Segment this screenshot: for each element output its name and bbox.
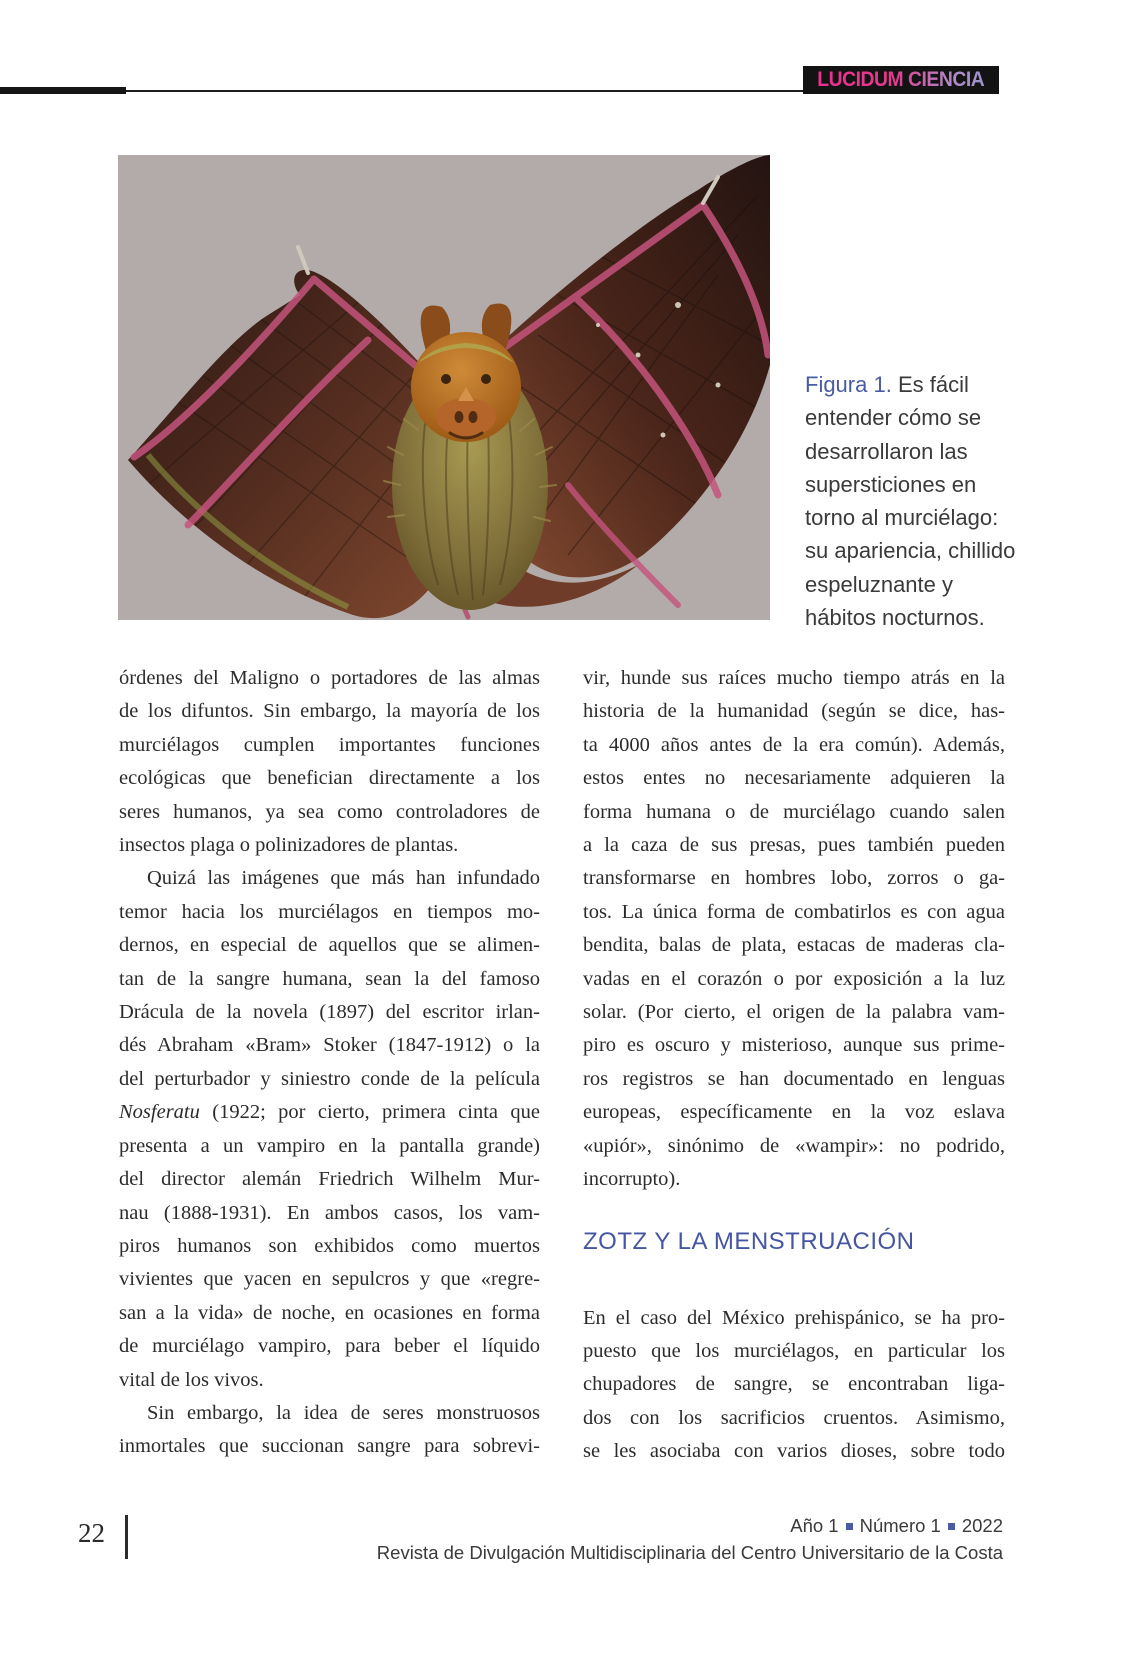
caption-label: Figura 1. [805, 372, 892, 397]
issue-separator-square [846, 1523, 853, 1530]
text-line: presenta a un vampiro en la pantalla grande) [119, 1134, 540, 1157]
text-line: incorrupto). [583, 1168, 681, 1191]
text-line: a la caza de sus presas, pues también pueden [583, 834, 1005, 857]
text-line: dernos, en especial de aquellos que se alimen- [119, 934, 540, 957]
figure-image [118, 155, 770, 620]
text-line: historia de la humanidad (según se dice, has- [583, 700, 1005, 723]
text-line: puesto que los murciélagos, en particular los [583, 1339, 1005, 1362]
text-line: san a la vida» de noche, en ocasiones en forma [119, 1301, 540, 1324]
text-line: temor hacia los murciélagos en tiempos mo- [119, 900, 540, 923]
text-line: ecológicas que benefician directamente a los [119, 767, 540, 790]
text-line: nau (1888-1931). En ambos casos, los vam- [119, 1201, 540, 1224]
text-line: vivientes que yacen en sepulcros y que «regre- [119, 1268, 540, 1291]
text-line: transformarse en hombres lobo, zorros o ga- [583, 867, 1005, 890]
text-line: En el caso del México prehispánico, se ha pro- [583, 1306, 1005, 1329]
footer-divider [125, 1515, 128, 1559]
text-line: dos con los sacrificios cruentos. Asimismo, [583, 1406, 1005, 1429]
text-line: solar. (Por cierto, el origen de la palabra vam- [583, 1001, 1005, 1024]
text-line: de murciélago vampiro, para beber el líquido [119, 1335, 540, 1358]
caption-line: espeluznante y [805, 571, 953, 597]
text-line: del director alemán Friedrich Wilhelm Mur- [119, 1168, 540, 1191]
text-line: del perturbador y siniestro conde de la película [119, 1067, 540, 1090]
text-line: «upiór», sinónimo de «wampir»: no podrido, [583, 1134, 1005, 1157]
text-line: inmortales que succionan sangre para sobrevi- [119, 1435, 540, 1458]
text-line: Quizá las imágenes que más han infundado [147, 867, 540, 890]
text-line: europeas, específicamente en la voz eslava [583, 1101, 1005, 1124]
caption-line: torno al murciélago: [805, 505, 999, 531]
text-line: piro es oscuro y misterioso, aunque sus prime- [583, 1034, 1005, 1057]
body-column-right [583, 662, 1005, 1469]
text-line: estos entes no necesariamente adquieren la [583, 767, 1005, 790]
caption-line: su apariencia, chillido [805, 538, 1016, 564]
text-line: tan de la sangre humana, sean la del famoso [119, 967, 540, 990]
text-line: insectos plaga o polinizadores de plantas. [119, 834, 459, 857]
figure-caption [805, 368, 1040, 634]
text-line: de los difuntos. Sin embargo, la mayoría de los [119, 700, 540, 723]
text-line: chupadores de sangre, se encontraban liga- [583, 1373, 1005, 1396]
text-line: Nosferatu (1922; por cierto, primera cinta que [119, 1101, 540, 1124]
caption-lines [805, 401, 1040, 634]
header-rule-thick [0, 87, 126, 94]
journal-name: Revista de Divulgación Multidisciplinaria del Centro Universitario de la Costa [376, 1542, 1003, 1563]
text-line: ros registros se han documentado en lenguas [583, 1067, 1005, 1090]
caption-line: supersticiones en [805, 471, 977, 497]
section-heading: ZOTZ Y LA MENSTRUACIÓN [583, 1227, 915, 1255]
text-line: vadas en el corazón o por exposición a la luz [583, 967, 1005, 990]
issue-info [303, 1512, 1003, 1539]
text-line: se les asociaba con varios dioses, sobre todo [583, 1440, 1005, 1463]
text-line: forma humana o de murciélago cuando salen [583, 800, 1005, 823]
text-line: ta 4000 años antes de la era común). Además, [583, 733, 1005, 756]
masthead-logo [803, 66, 999, 94]
text-line: Drácula de la novela (1897) del escritor irlan- [119, 1001, 540, 1024]
caption-first-line-text: Es fácil [891, 372, 969, 397]
text-line: bendita, balas de plata, estacas de maderas cla- [583, 934, 1005, 957]
masthead-logo-text: LUCIDUM CIENCIA [817, 68, 985, 91]
caption-line: desarrollaron las [805, 438, 968, 464]
text-line: piros humanos son exhibidos como muertos [119, 1234, 540, 1257]
text-line: dés Abraham «Bram» Stoker (1847-1912) o la [119, 1034, 540, 1057]
text-line: Sin embargo, la idea de seres monstruosos [147, 1401, 540, 1424]
issue-separator-square [948, 1523, 955, 1530]
caption-first-line [805, 368, 1040, 401]
text-line: tos. La única forma de combatirlos es con agua [583, 900, 1005, 923]
text-line: órdenes del Maligno o portadores de las almas [119, 667, 540, 689]
body-column-left [119, 662, 540, 1464]
caption-line: entender cómo se [805, 405, 982, 431]
caption-line: hábitos nocturnos. [805, 605, 985, 631]
text-line: vir, hunde sus raíces mucho tiempo atrás en la [583, 667, 1005, 689]
issue-part: Año 1 [790, 1515, 839, 1536]
footer-info [303, 1512, 1003, 1566]
text-line: murciélagos cumplen importantes funciones [119, 733, 540, 756]
bat-illustration [118, 155, 770, 620]
text-line: seres humanos, ya sea como controladores de [119, 800, 540, 823]
text-line: vital de los vivos. [119, 1368, 264, 1391]
header-rule-thin [126, 90, 803, 92]
page-number: 22 [78, 1518, 105, 1548]
issue-part: 2022 [961, 1515, 1003, 1536]
issue-part: Número 1 [859, 1515, 941, 1536]
